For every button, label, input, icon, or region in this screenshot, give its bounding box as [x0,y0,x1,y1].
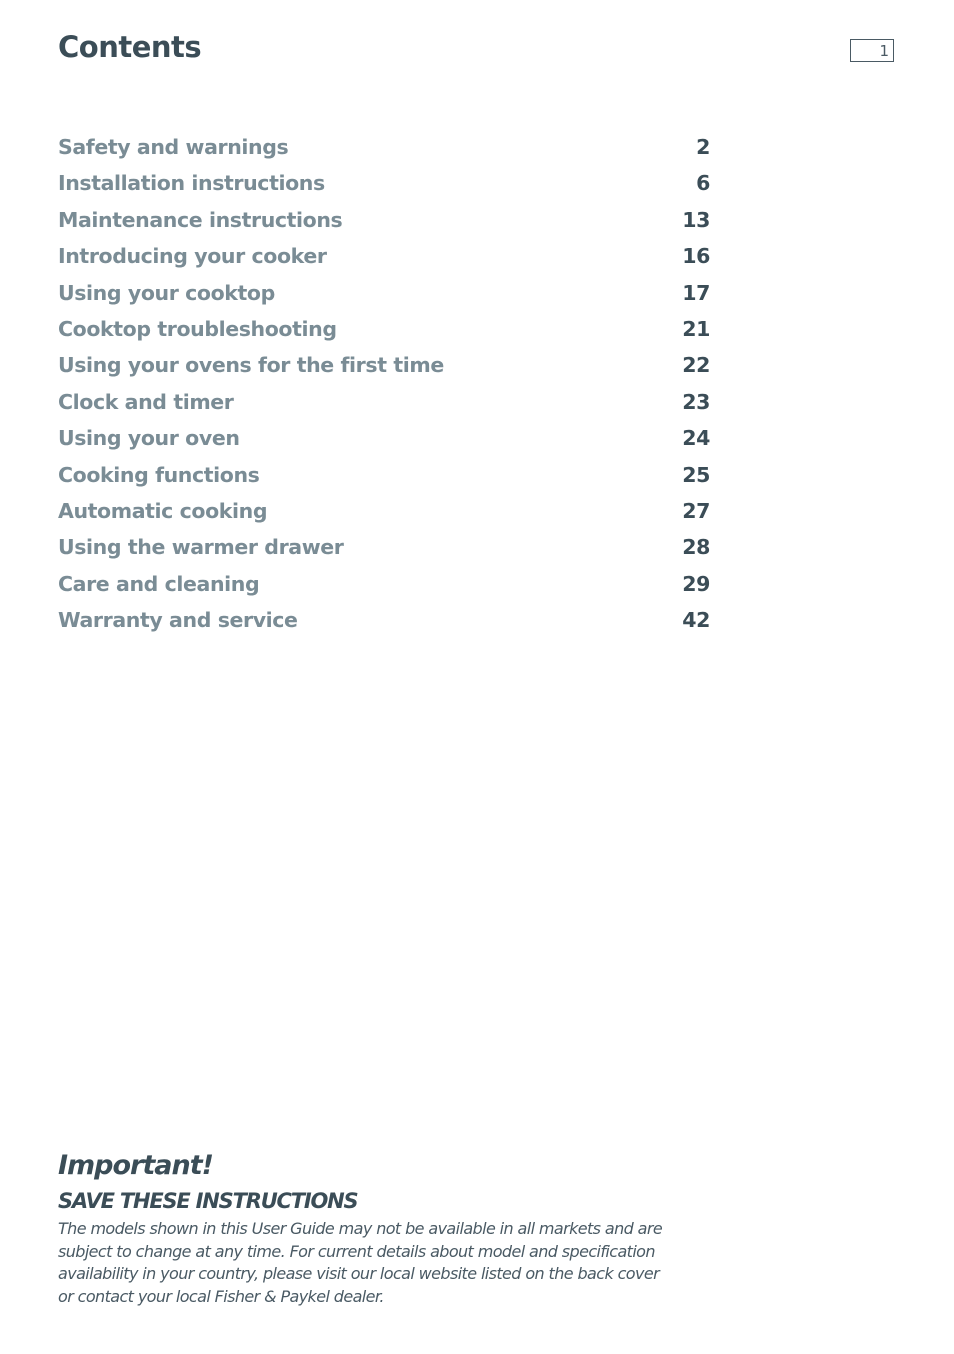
toc-entry-clock-and-timer[interactable] [58,384,710,420]
toc-entry-page: 16 [682,244,710,269]
toc-entry-page: 6 [696,171,710,196]
toc-entry-cooktop-troubleshooting[interactable] [58,311,710,347]
toc-entry-page: 13 [682,207,710,232]
notice-body-line: availability in your country, please visit our local website listed on the back cover [58,1264,660,1284]
toc-entry-using-your-oven[interactable] [58,420,710,456]
toc-entry-page: 22 [682,353,710,378]
toc-entry-page: 23 [682,389,710,414]
toc-entry-introducing-your-cooker[interactable] [58,238,710,274]
toc-entry-using-your-ovens-first-time[interactable] [58,347,710,383]
toc-entry-page: 25 [682,462,710,487]
notice-body-line: The models shown in this User Guide may not be available in all markets and are [58,1219,663,1238]
toc-entry-label: Clock and timer [58,389,234,414]
notice-body-line: subject to change at any time. For current details about model and specification [58,1241,655,1261]
toc-entry-page: 21 [682,316,710,341]
toc-entry-using-your-cooktop[interactable] [58,275,710,311]
toc-entry-label: Using your oven [58,426,240,451]
toc-entry-safety-and-warnings[interactable] [58,129,710,165]
toc-entry-page: 29 [682,571,710,596]
toc-entry-automatic-cooking[interactable] [58,493,710,529]
toc-entry-label: Using the warmer drawer [58,535,344,560]
toc-entry-label: Installation instructions [58,171,325,196]
toc-entry-page: 24 [682,426,710,451]
toc-entry-label: Introducing your cooker [58,244,327,269]
toc-entry-cooking-functions[interactable] [58,457,710,493]
toc-entry-care-and-cleaning[interactable] [58,566,710,602]
toc-entry-page: 42 [682,608,710,633]
toc-entry-page: 17 [682,280,710,305]
toc-entry-label: Safety and warnings [58,135,289,159]
important-notice [58,1148,698,1309]
toc-entry-warranty-and-service[interactable] [58,602,710,638]
page-number-box: 1 [850,39,894,62]
toc-entry-page: 27 [682,498,710,523]
toc-entry-label: Warranty and service [58,608,298,633]
toc-entry-label: Maintenance instructions [58,207,343,232]
page-title: Contents [58,30,202,64]
toc-entry-label: Automatic cooking [58,498,268,523]
toc-entry-label: Using your ovens for the first time [58,353,444,378]
notice-body-line: or contact your local Fisher & Paykel dealer. [58,1287,384,1307]
toc-entry-page: 28 [682,535,710,560]
toc-entry-maintenance-instructions[interactable] [58,202,710,238]
toc-entry-label: Cooking functions [58,462,260,487]
toc-entry-label: Care and cleaning [58,571,260,596]
toc-entry-using-the-warmer-drawer[interactable] [58,529,710,565]
notice-body [58,1218,698,1309]
toc-entry-label: Using your cooktop [58,280,275,305]
table-of-contents [58,129,710,638]
notice-subheading: SAVE THESE INSTRUCTIONS [58,1189,358,1213]
toc-entry-page: 2 [696,135,710,159]
toc-entry-label: Cooktop troubleshooting [58,316,337,341]
notice-heading: Important! [58,1150,213,1181]
toc-entry-installation-instructions[interactable] [58,165,710,201]
